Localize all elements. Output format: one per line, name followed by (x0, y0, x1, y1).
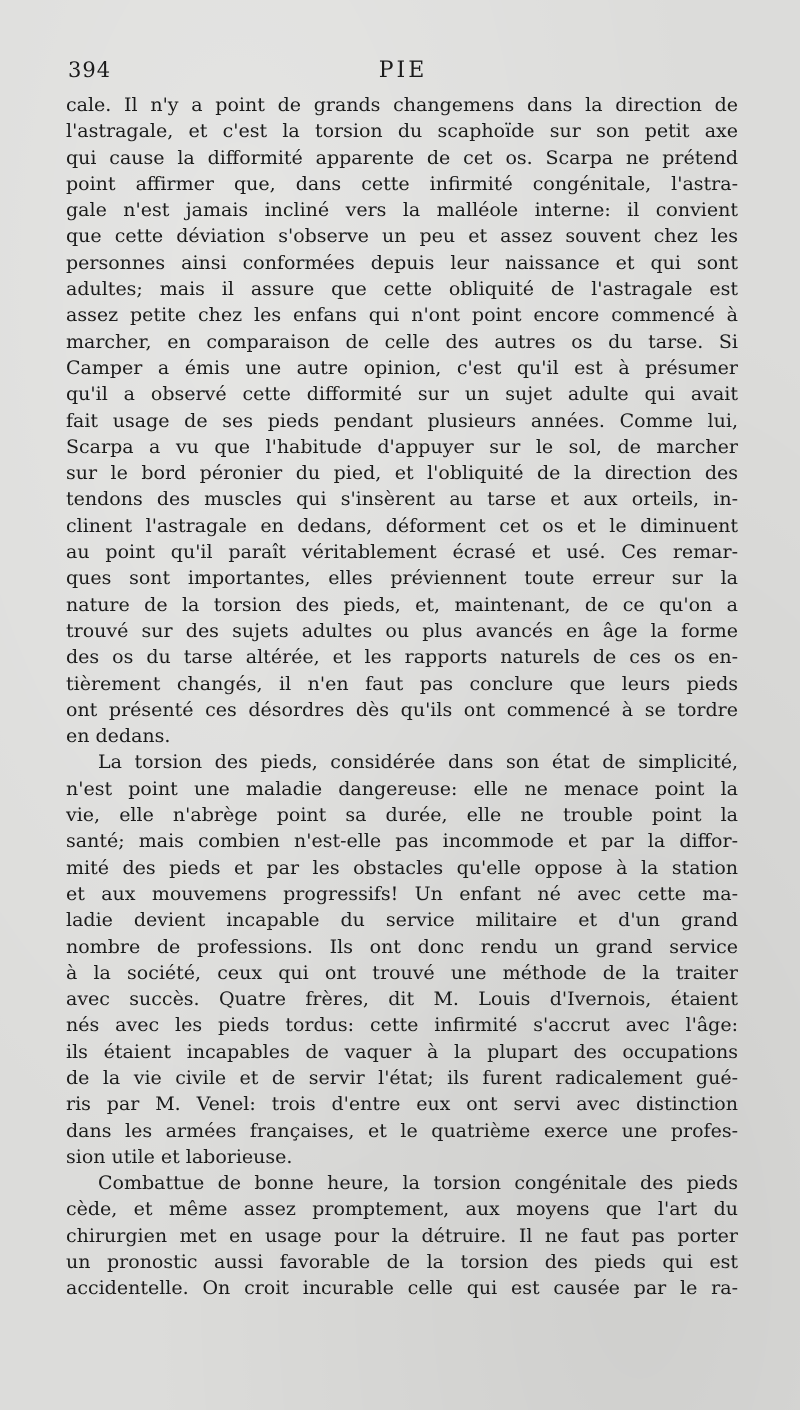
text-line: dans les armées françaises, et le quatrième exerce une profes- (66, 1119, 738, 1142)
text-line: nature de la torsion des pieds, et, maintenant, de ce qu'on a (66, 593, 738, 616)
text-line: n'est point une maladie dangereuse: elle ne menace point la (66, 777, 738, 800)
text-line: qui cause la difformité apparente de cet os. Scarpa ne prétend (66, 146, 738, 169)
text-line: adultes; mais il assure que cette obliquité de l'astragale est (66, 278, 738, 301)
text-line: que cette déviation s'observe un peu et assez souvent chez les (66, 225, 738, 248)
running-head (68, 58, 738, 90)
text-line: au point qu'il paraît véritablement écrasé et usé. Ces remar- (66, 541, 738, 564)
text-line: santé; mais combien n'est-elle pas incommode et par la diffor- (66, 830, 738, 853)
paragraph-end-line: sion utile et laborieuse. (66, 1145, 293, 1168)
text-line: marcher, en comparaison de celle des autres os du tarse. Si (66, 330, 738, 353)
page-number: 394 (68, 58, 112, 82)
text-line: sur le bord péronier du pied, et l'obliquité de la direction des (66, 462, 738, 485)
running-title: PIE (378, 58, 428, 83)
text-line: personnes ainsi conformées depuis leur naissance et qui sont (66, 251, 738, 274)
text-line: Camper a émis une autre opinion, c'est qu'il est à présumer (66, 356, 738, 379)
text-line: cède, et même assez promptement, aux moyens que l'art du (66, 1198, 738, 1221)
text-line: nés avec les pieds tordus: cette infirmité s'accrut avec l'âge: (66, 1014, 738, 1037)
body-text (66, 92, 738, 1302)
text-line: chirurgien met en usage pour la détruire. Il ne faut pas porter (66, 1224, 738, 1247)
text-line: accidentelle. On croit incurable celle qui est causée par le ra- (66, 1277, 738, 1300)
text-line: de la vie civile et de servir l'état; ils furent radicalement gué- (66, 1066, 738, 1089)
text-line: vie, elle n'abrège point sa durée, elle ne trouble point la (66, 804, 738, 827)
text-line: des os du tarse altérée, et les rapports naturels de ces os en- (66, 646, 738, 669)
text-line: ris par M. Venel: trois d'entre eux ont servi avec distinction (66, 1093, 738, 1116)
text-line: ils étaient incapables de vaquer à la plupart des occupations (66, 1040, 738, 1063)
text-line: gale n'est jamais incliné vers la malléole interne: il convient (66, 199, 738, 222)
text-line: qu'il a observé cette difformité sur un sujet adulte qui avait (66, 383, 738, 406)
text-line: ladie devient incapable du service militaire et d'un grand (66, 909, 738, 932)
text-line: assez petite chez les enfans qui n'ont point encore commencé à (66, 304, 738, 327)
text-line: à la société, ceux qui ont trouvé une méthode de la traiter (66, 961, 738, 984)
text-line: tièrement changés, il n'en faut pas conclure que leurs pieds (66, 672, 738, 695)
paragraph-start-line: Combattue de bonne heure, la torsion congénitale des pieds (98, 1172, 738, 1195)
text-line: un pronostic aussi favorable de la torsion des pieds qui est (66, 1251, 738, 1274)
text-line: cale. Il n'y a point de grands changemens dans la direction de (66, 94, 738, 116)
text-line: mité des pieds et par les obstacles qu'elle oppose à la station (66, 856, 738, 879)
text-line: tendons des muscles qui s'insèrent au tarse et aux orteils, in- (66, 488, 738, 511)
text-line: et aux mouvemens progressifs! Un enfant né avec cette ma- (66, 882, 738, 905)
text-line: trouvé sur des sujets adultes ou plus avancés en âge la forme (66, 619, 738, 642)
text-line: ques sont importantes, elles préviennent toute erreur sur la (66, 567, 738, 590)
text-line: clinent l'astragale en dedans, déforment cet os et le diminuent (66, 514, 738, 537)
paragraph-start-line: La torsion des pieds, considérée dans son état de simplicité, (98, 751, 738, 774)
text-line: point affirmer que, dans cette infirmité congénitale, l'astra- (66, 172, 738, 195)
text-line: ont présenté ces désordres dès qu'ils ont commencé à se tordre (66, 698, 738, 721)
text-line: nombre de professions. Ils ont donc rendu un grand service (66, 935, 738, 958)
text-line: l'astragale, et c'est la torsion du scaphoïde sur son petit axe (66, 120, 738, 143)
text-line: avec succès. Quatre frères, dit M. Louis d'Ivernois, étaient (66, 988, 738, 1011)
paragraph-end-line: en dedans. (66, 725, 171, 748)
text-line: fait usage de ses pieds pendant plusieurs années. Comme lui, (66, 409, 738, 432)
text-line: Scarpa a vu que l'habitude d'appuyer sur le sol, de marcher (66, 435, 738, 458)
